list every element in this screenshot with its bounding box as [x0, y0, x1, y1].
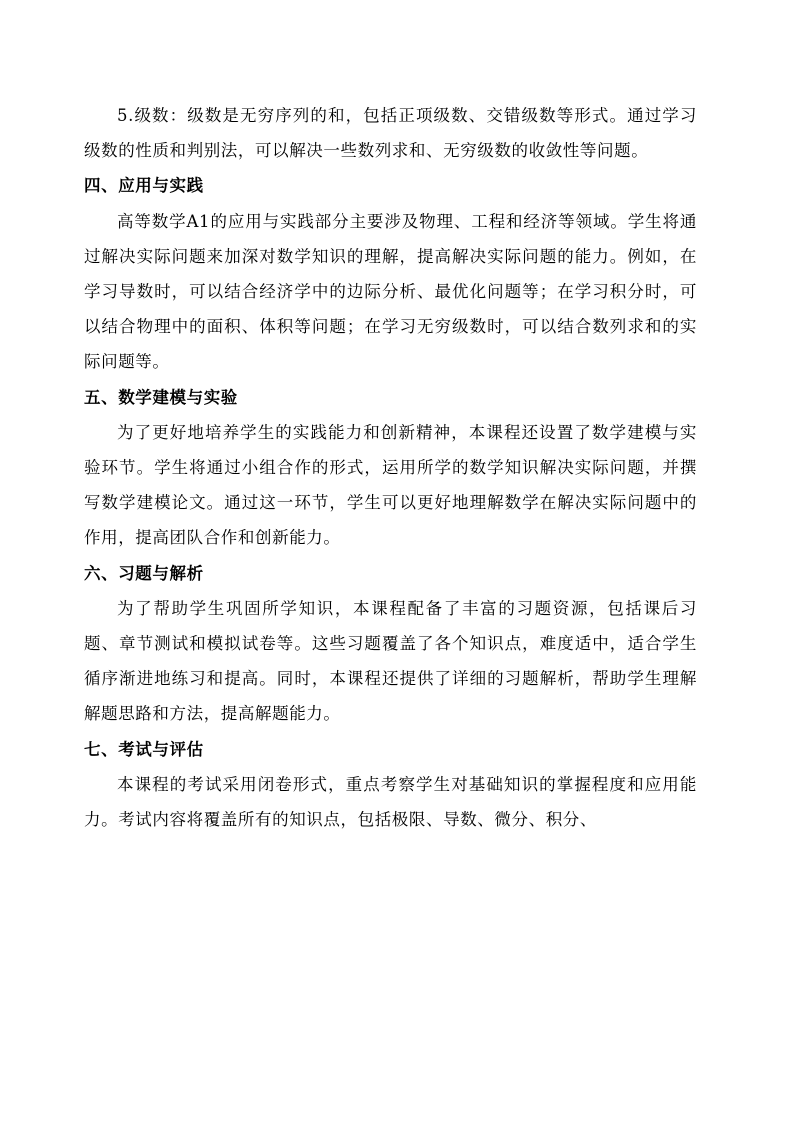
- heading-modeling-experiment: 五、数学建模与实验: [84, 387, 238, 407]
- paragraph-series: 5.级数：级数是无穷序列的和，包括正项级数、交错级数等形式。通过学习级数的性质和判别法，可以解决一些数列求和、无穷级数的收敛性等问题。: [84, 106, 697, 161]
- heading-application-practice: 四、应用与实践: [84, 176, 204, 196]
- paragraph-application-practice: 高等数学A1的应用与实践部分主要涉及物理、工程和经济等领域。学生将通过解决实际问题来加深对数学知识的理解，提高解决实际问题的能力。例如，在学习导数时，可以结合经济学中的边际分析、最优化问题等；在学习积分时，可以结合物理中的面积、体积等问题；在学习无穷级数时，可以结合数列求和的实际问题等。: [84, 211, 697, 372]
- heading-exercises-analysis: 六、习题与解析: [84, 563, 204, 583]
- paragraph-exam-evaluation: 本课程的考试采用闭卷形式，重点考察学生对基础知识的掌握程度和应用能力。考试内容将覆盖所有的知识点，包括极限、导数、微分、积分、: [84, 774, 697, 830]
- paragraph-modeling-experiment: 为了更好地培养学生的实践能力和创新精神，本课程还设置了数学建模与实验环节。学生将通过小组合作的形式，运用所学的数学知识解决实际问题，并撰写数学建模论文。通过这一环节，学生可以更好地理解数学在解决实际问题中的作用，提高团队合作和创新能力。: [84, 422, 697, 548]
- paragraph-exercises-analysis: 为了帮助学生巩固所学知识，本课程配备了丰富的习题资源，包括课后习题、章节测试和模拟试卷等。这些习题覆盖了各个知识点，难度适中，适合学生循序渐进地练习和提高。同时，本课程还提供了详细的习题解析，帮助学生理解解题思路和方法，提高解题能力。: [84, 598, 697, 724]
- heading-exam-evaluation: 七、考试与评估: [84, 739, 204, 759]
